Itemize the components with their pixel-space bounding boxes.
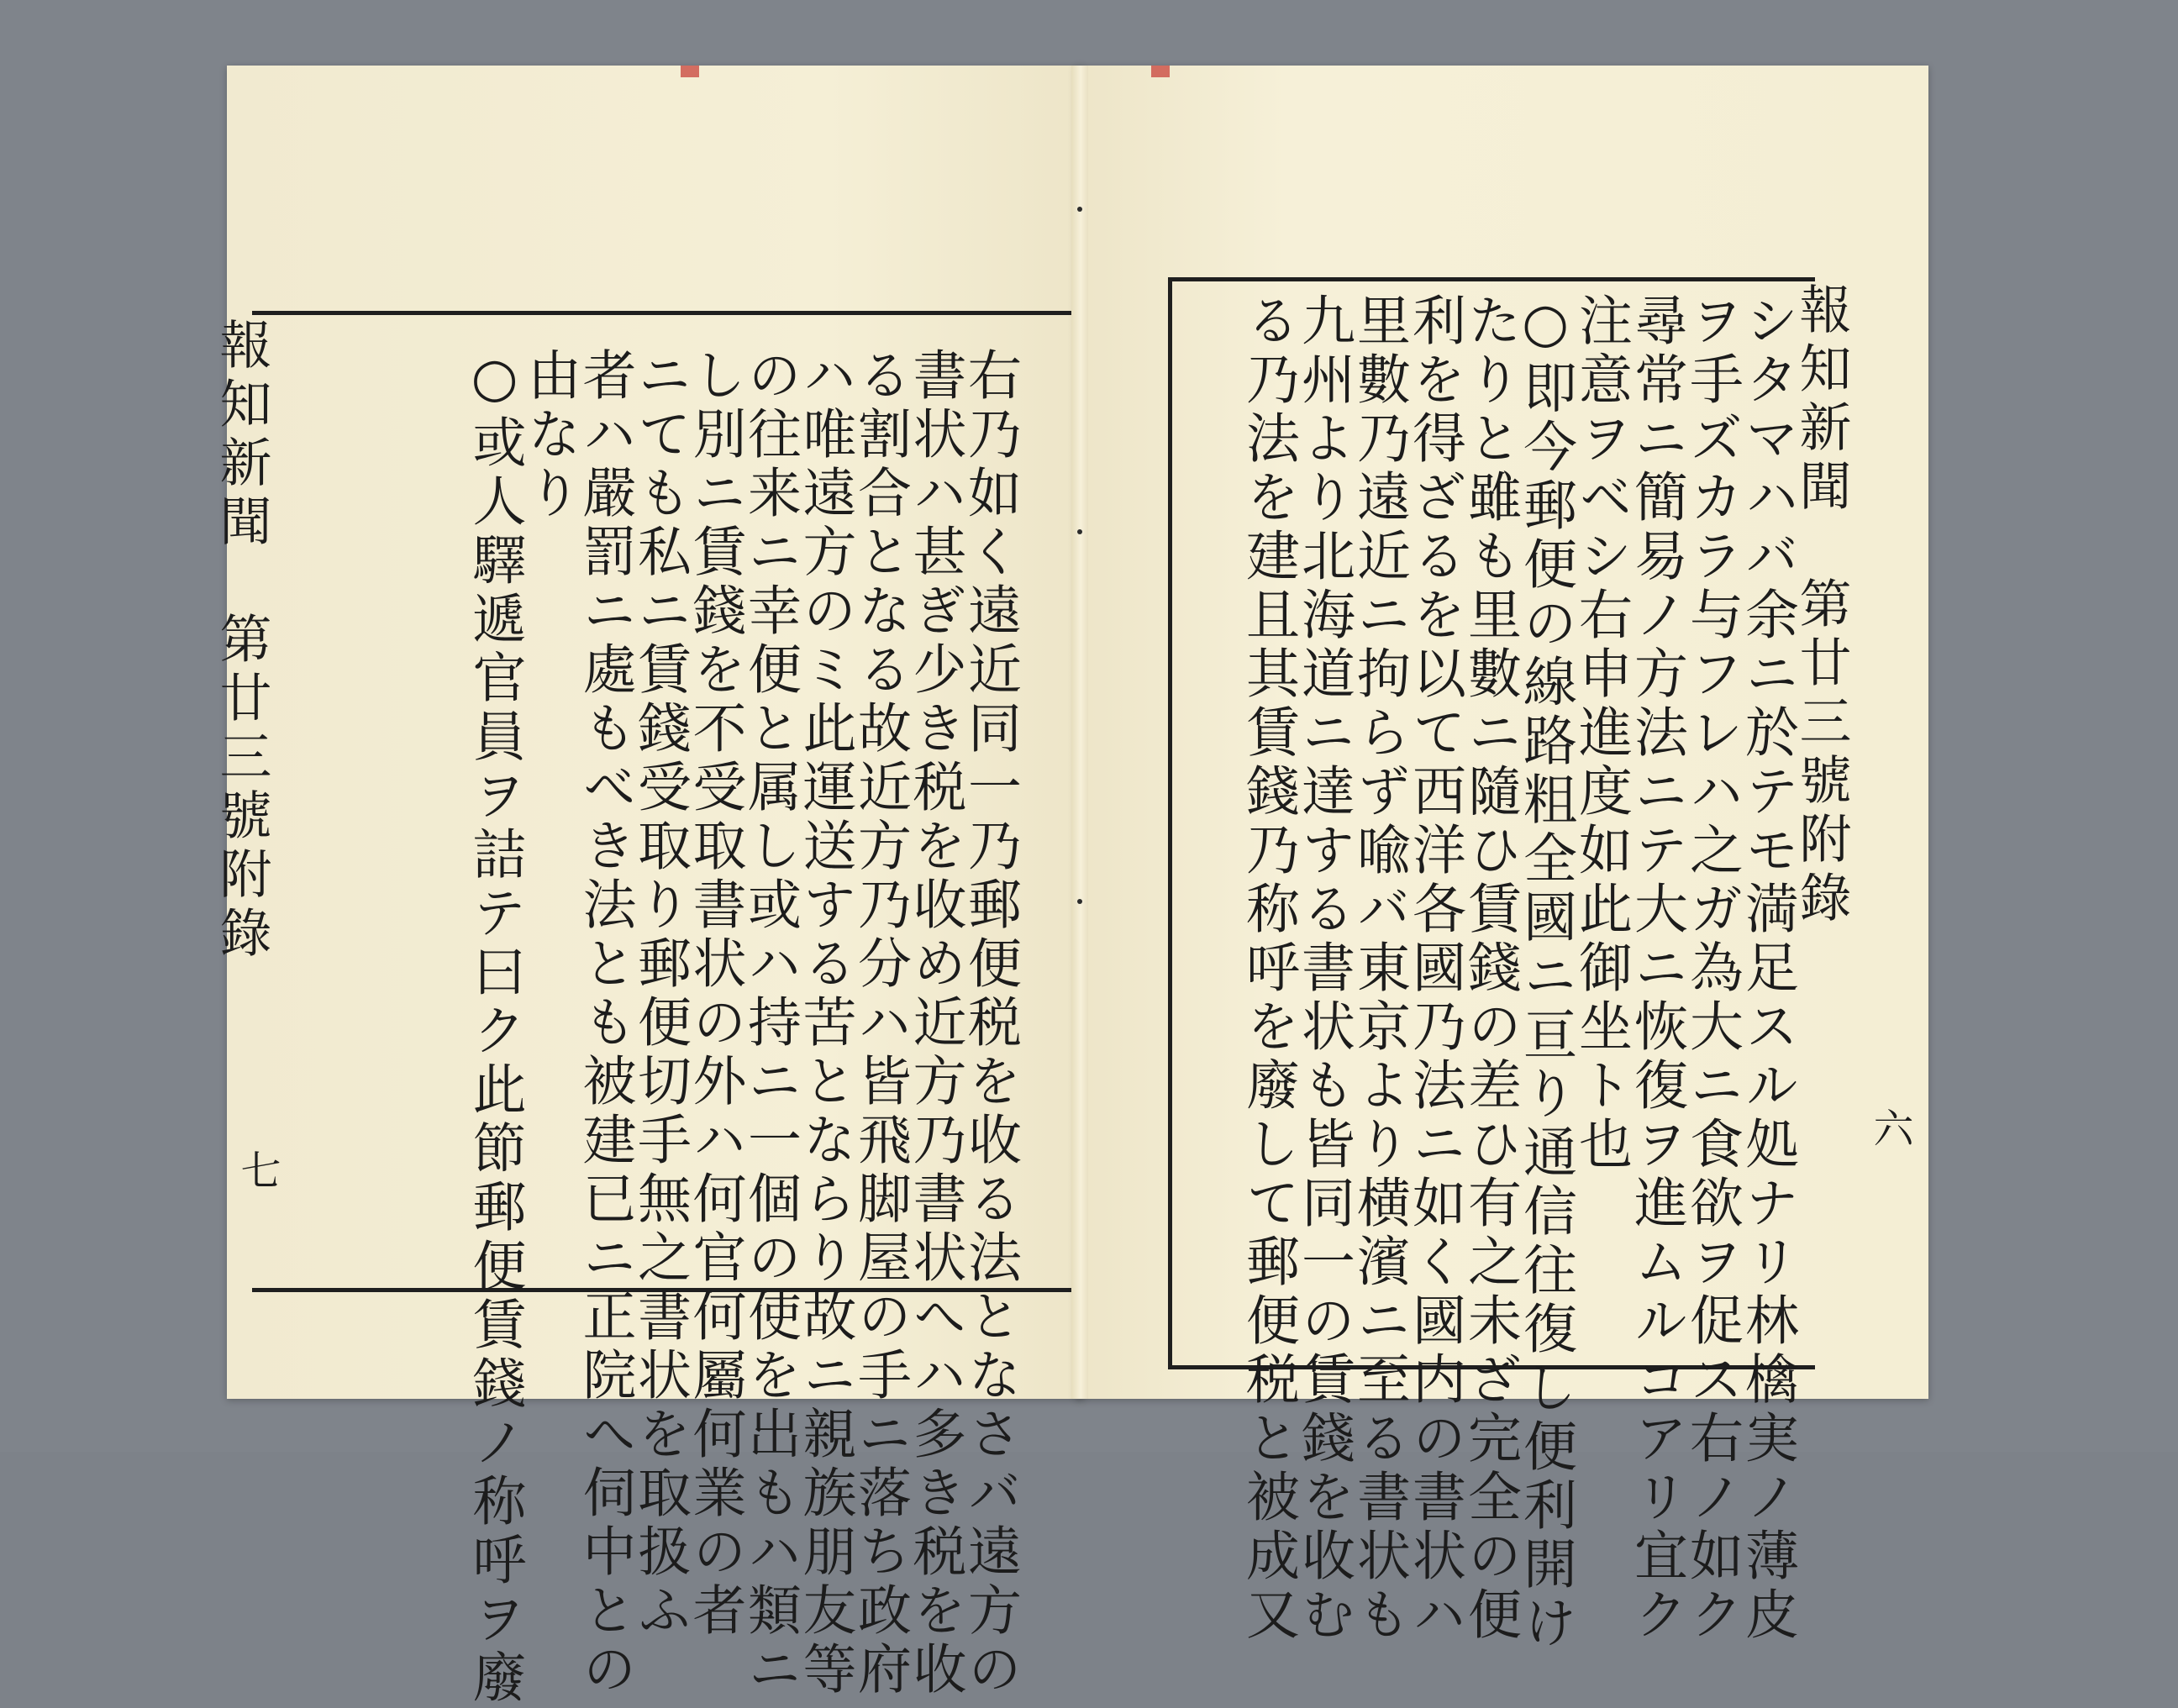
left-column-8: 者ハ嚴罰ニ處もべき法とも被建已ニ正院へ伺中との — [573, 347, 636, 1700]
left-column-1: 右乃如く遠近同一乃郵便税を收る法となさバ遠方の — [959, 347, 1021, 1700]
left-column-5: の往来ニ幸便と属し或ハ持ニ一個の使を出もハ類ニ — [739, 347, 801, 1700]
right-column-6: たりと雖も里數ニ隨ひ賃錢の差ひ有之未ざ完全の便 — [1459, 292, 1521, 1645]
right-page-folio: 六 — [1866, 1107, 1913, 1148]
left-column-7: ニても私ニ賃錢受取り郵便切手無之書状を取扱ふ — [629, 347, 691, 1641]
open-book — [211, 66, 1928, 1708]
left-page-columns — [463, 347, 1021, 1708]
left-column-4: ハ唯遠方のミ此運送する苦とならり故ニ親族朋友等 — [793, 347, 856, 1700]
left-page-folio: 七 — [234, 1149, 281, 1190]
right-page-columns — [1237, 292, 1798, 1653]
left-column-10: ○或人驛遞官員ヲ詰テ曰ク此節郵便賃錢ノ称呼ヲ廢 — [463, 347, 526, 1708]
left-column-6: し別ニ賃錢を不受取書状の外ハ何官何屬何業の者 — [683, 347, 746, 1641]
left-column-3: る割合となる故近方乃分ハ皆飛脚屋の手ニ落ち政府 — [849, 347, 911, 1700]
red-seal-mark — [1151, 66, 1170, 77]
stitch-hole — [1077, 207, 1082, 212]
right-column-2: ヲ手ズカラ与フレハ之ガ為大ニ食欲ヲ促ス右ノ如ク — [1681, 292, 1743, 1645]
right-column-5: ○即今郵便の線路粗全國ニ亘り通信往復し便利開け — [1514, 292, 1576, 1653]
red-seal-mark — [681, 66, 699, 77]
right-column-1: シタマハバ余ニ於テモ満足スル処ナリ林檎実ノ薄皮 — [1736, 292, 1798, 1645]
left-column-9: 由なり — [518, 347, 581, 523]
right-column-7: 利を得ざるを以て西洋各國乃法ニ如く國内の書状ハ — [1403, 292, 1465, 1645]
right-column-10: る乃法を建且其賃錢乃称呼を廢して郵便税と被成又 — [1237, 292, 1299, 1645]
right-column-3: 尋常ニ簡易ノ方法ニテ大ニ恢復ヲ進ムルコアリ宜ク — [1625, 292, 1687, 1645]
stitch-hole — [1077, 529, 1082, 534]
left-column-2: 書状ハ甚ぎ少き税を收め近方乃書状へハ多き税を收 — [903, 347, 966, 1700]
right-column-9: 九州より北海道ニ達する書状も皆同一の賃錢を收む — [1292, 292, 1355, 1645]
right-page-margin-header: 報知新聞 第廿三號附錄 — [1791, 282, 1852, 929]
right-column-8: 里數乃遠近ニ拘らず喩バ東京より横濱ニ至る書状も — [1348, 292, 1410, 1645]
right-column-4: 注意ヲベシ右申進度如此御坐ト也 — [1570, 292, 1632, 1175]
left-page-margin-header: 報知新聞 第廿三號附錄 — [211, 318, 272, 964]
left-page — [211, 66, 1084, 1708]
stitch-hole — [1077, 899, 1082, 904]
book-gutter — [1071, 66, 1088, 1399]
